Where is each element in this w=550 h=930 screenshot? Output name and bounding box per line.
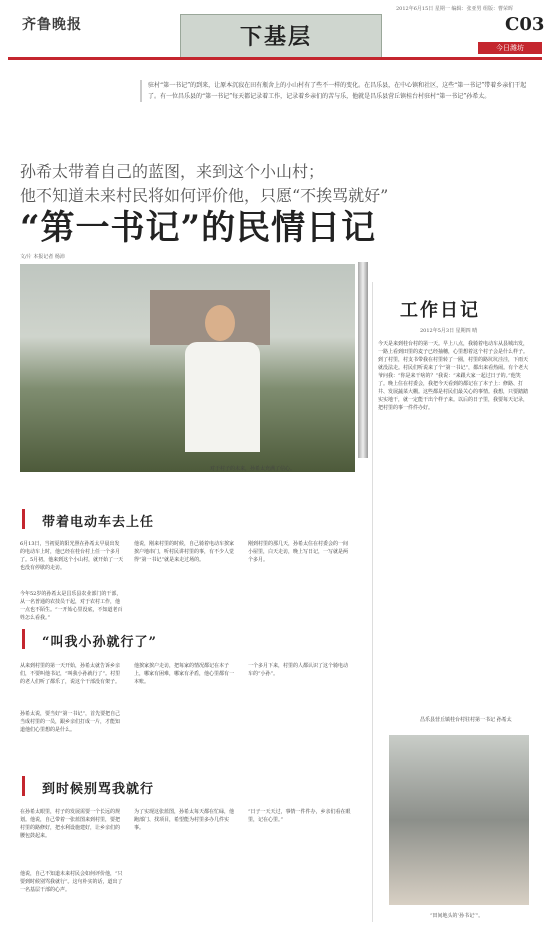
- diary-photo: [389, 735, 529, 905]
- diary-signature: 昌乐县营丘镇桂台村驻村第一书记 孙希太: [420, 717, 512, 723]
- intro-paragraph: 驻村“第一书记”的到来，让原本沉寂在田有瓶舍上的小山村有了些不一样的变化。在昌乐县，在中心镇和社区，这些“第一书记”带着乡亲们干起了。有一位昌乐县的“第一书记”每天都记录着工作，记录着乡亲们的苦与乐，他就是昌乐县营丘镇桂台村驻村“第一书记”孙希太。: [140, 80, 530, 102]
- section-1-col-1: 6月13日，当初夏的阳光照在孙希太早晨出发的电动车上时，他已经在桂台村上任一个多月了。5月初，他来到这个小山村，就开始了一天也没有停歇的走访。: [20, 541, 124, 571]
- section-3-col-3: 为了实现这张蓝图，孙希太每天都在忙碌，他跑部门、找项目，希望能为村里多办几件实事。: [134, 809, 235, 831]
- section-1-marker: [22, 509, 25, 529]
- section-1-title: 带着电动车去上任: [42, 515, 155, 530]
- subheadline-line-1: 孙希太带着自己的蓝图，来到这个小山村；: [20, 162, 325, 181]
- headline: “第一书记”的民情日记: [20, 208, 377, 248]
- section-3-marker: [22, 776, 25, 796]
- section-3-header: [20, 775, 360, 797]
- diary-body: 今天是来到桂台村的第一天。早上八点，我骑着电动车从县城出发，一路上看到田里的麦子已经抽穗，心里想着这个村子会是什么样子。到了村里，村支书带我在村里转了一圈，村里的路坑坑洼洼，下雨天就没法走。村民们听说来了个“第一书记”，都出来看热闹。有个老大爷问我：“你是来干啥的？”我说：“来跟大家一起过日子的。”他笑了。晚上住在村委会，我把今天看到的都记在了本子上：修路、打井、发展蔬菜大棚。这些都是村民们最关心的事情。我想，只要踏踏实实地干，就一定能干出个样子来。以后的日子里，我要每天记录，把村里的事一件件办好。: [378, 341, 529, 411]
- section-2-col-4: 一个多月下来，村里的人都认识了这个骑电动车的“小孙”。: [248, 663, 349, 677]
- section-1-col-3: 他说，刚来村里的时候，自己骑着电动车挨家挨户地串门，听村民讲村里的事，有不少人觉得“第一书记”就是来走过场的。: [134, 541, 235, 563]
- section-3-col-4: “日子一天天过，事情一件件办，乡亲们看在眼里，记在心里。”: [248, 809, 351, 823]
- section-banner-title: 下基层: [240, 24, 313, 50]
- issue-date-line: 2012年6月15日 星期一 编辑：张亚男 组版：曹荣晖: [396, 6, 514, 12]
- section-1-col-4: 刚到村里的那几天，孙希太住在村委会的一间小屋里，白天走访，晚上写日记，一写就是两个多月。: [248, 541, 349, 563]
- section-1-col-2: 今年52岁的孙希太是昌乐县农业部门的干部，从一名普通的农技员干起，对于农村工作，他一点也不陌生。“一开始心里没底，不知道老百姓怎么看我。”: [20, 591, 123, 621]
- section-tag: 今日潍坊: [478, 42, 542, 54]
- section-3-col-2: 他说，自己不知道未来村民会如何评价他，“只要到时候别骂我就行”。这句朴实的话，道出了一名基层干部的心声。: [20, 871, 123, 893]
- masthead-rule: [8, 57, 542, 60]
- diary-title: 工作日记: [400, 300, 480, 321]
- section-2-title: “叫我小孙就行了”: [42, 635, 157, 650]
- pencil-graphic: [358, 262, 368, 458]
- section-2-col-2: 孙希太说，要当好“第一书记”，首先要把自己当成村里的一员，跟乡亲们打成一片，才能知道他们心里想的是什么。: [20, 711, 121, 733]
- diary-date: 2012年5月3日 星期四 晴: [420, 328, 478, 334]
- page-code: C03: [505, 14, 545, 35]
- byline: 文/片 本报记者 杨沛: [20, 254, 65, 260]
- main-photo-caption: 对于村子的未来，孙希太充满了信心。: [210, 466, 296, 472]
- photo-person-head: [205, 305, 235, 341]
- diary-photo-caption: “田间地头的‘孙书记’”。: [430, 913, 484, 919]
- section-1-header: [20, 508, 360, 530]
- section-2-header: [20, 628, 360, 650]
- section-3-title: 到时候别骂我就行: [42, 782, 155, 797]
- photo-person-body: [185, 342, 260, 452]
- subheadline-line-2: 他不知道未来村民将如何评价他，只愿“不挨骂就好”: [20, 186, 389, 205]
- section-2-marker: [22, 629, 25, 649]
- section-2-col-1: 从来到村里的第一天开始，孙希太就告诉乡亲们，不要叫他书记，“叫我小孙就行了”。村里的老人们听了都乐了，说这个干部没有架子。: [20, 663, 121, 685]
- section-2-col-3: 他挨家挨户走访，把每家的情况都记在本子上，哪家有困难，哪家有矛盾，他心里都有一本账。: [134, 663, 235, 685]
- paper-logo: 齐鲁晚报: [22, 17, 82, 33]
- section-3-col-1: 在孙希太眼里，村子的发展需要一个长远的规划。他说，自己带着一张蓝图来到村里，要把村里的路修好，把水利设施建好，让乡亲们的腰包鼓起来。: [20, 809, 121, 839]
